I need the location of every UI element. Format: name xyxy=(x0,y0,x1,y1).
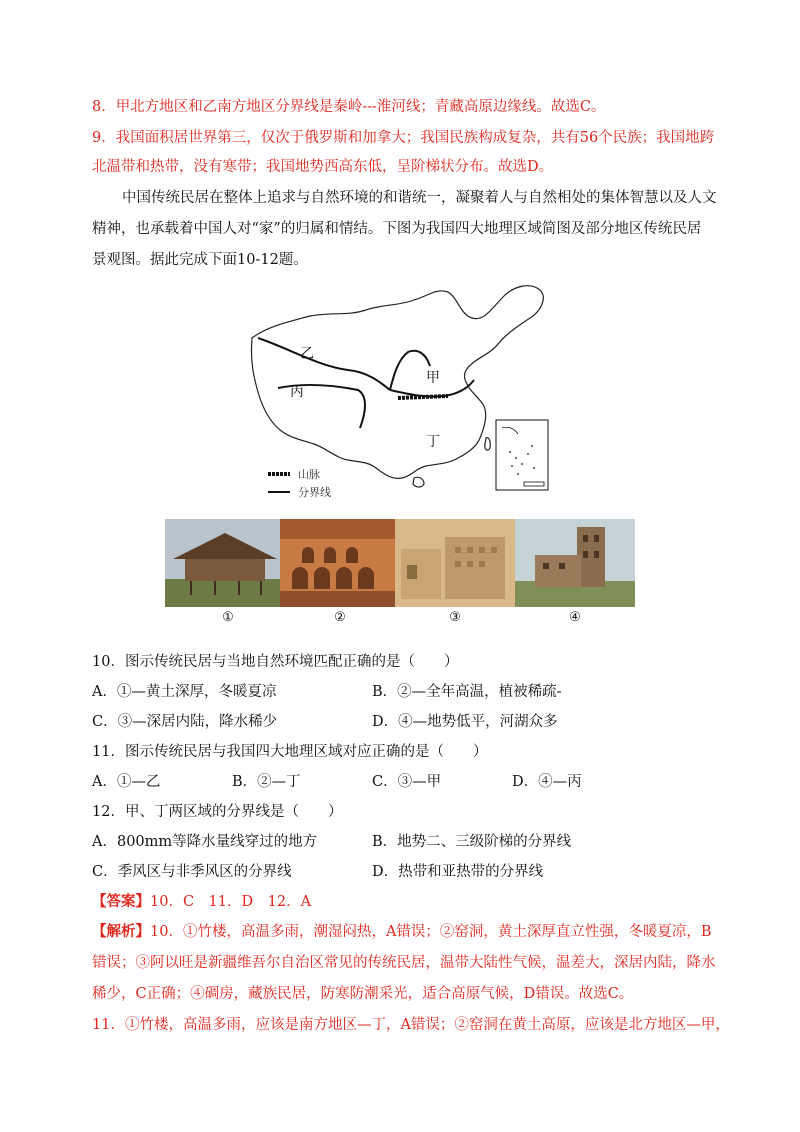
region-label-bing: 丙 xyxy=(290,385,304,400)
q11-option-b: B．②—丁 xyxy=(232,774,301,790)
q12-stem: 12．甲、丁两区域的分界线是（ ） xyxy=(92,804,343,820)
photo-aywan-house xyxy=(395,519,515,607)
china-outline xyxy=(251,286,543,479)
analysis-text-line1: 10．①竹楼，高温多雨，潮湿闷热，A错误；②窑洞，黄土深厚直立性强，冬暖夏凉，B xyxy=(150,924,712,940)
q10-option-c: C．③—深居内陆，降水稀少 xyxy=(92,714,278,730)
q11-option-a: A．①—乙 xyxy=(92,774,161,790)
photo-caption-2: ② xyxy=(334,610,346,625)
q12-option-b: B．地势二、三级阶梯的分界线 xyxy=(372,834,572,850)
region-label-ding: 丁 xyxy=(426,435,440,450)
answer-tag: 【答案】 xyxy=(92,893,150,910)
region-label-jia: 甲 xyxy=(426,371,440,386)
analysis-text-line2: 错误；③阿以旺是新疆维吾尔自治区常见的传统民居，温带大陆性气候，温差大，深居内陆，降水 xyxy=(92,955,716,971)
answer-9-text-line2: 北温带和热带，没有寒带；我国地势西高东低，呈阶梯状分布。故选D。 xyxy=(92,159,554,175)
q12-option-a: A．800mm等降水量线穿过的地方 xyxy=(92,834,318,850)
q10-option-b: B．②—全年高温，植被稀疏- xyxy=(372,684,562,700)
photo-caption-1: ① xyxy=(222,610,234,625)
answer-line xyxy=(92,892,311,912)
legend-mountain-label: 山脉 xyxy=(298,469,320,481)
q11-option-c: C．③—甲 xyxy=(372,774,442,790)
analysis-text-line3: 稀少，C正确；④碉房，藏族民居，防寒防潮采光，适合高原气候，D错误。故选C。 xyxy=(92,986,634,1002)
q12-option-c: C．季风区与非季风区的分界线 xyxy=(92,864,292,880)
mountain-symbol xyxy=(398,396,448,398)
answer-text: 10．C 11．D 12．A xyxy=(150,894,312,910)
q10-stem: 10．图示传统民居与当地自然环境匹配正确的是（ ） xyxy=(92,654,459,670)
q11-option-d: D．④—丙 xyxy=(512,774,582,790)
analysis-line1 xyxy=(92,922,712,942)
intro-line3: 景观图。据此完成下面10-12题。 xyxy=(92,252,308,268)
q12-option-d: D．热带和亚热带的分界线 xyxy=(372,864,544,880)
photo-stone-tower-house xyxy=(515,519,635,607)
boundary-line-north xyxy=(258,338,390,390)
intro-line2: 精神，也承载着中国人对“家”的归属和情结。下图为我国四大地理区域简图及部分地区传统民居 xyxy=(92,221,702,237)
answer-8-text: 8．甲北方地区和乙南方地区分界线是秦岭---淮河线；青藏高原边缘线。故选C。 xyxy=(92,99,606,115)
q11-stem: 11．图示传统民居与我国四大地理区域对应正确的是（ ） xyxy=(92,744,488,760)
legend-boundary-label: 分界线 xyxy=(298,487,331,499)
answer-9-text-line1: 9．我国面积居世界第三，仅次于俄罗斯和加拿大；我国民族构成复杂，共有56个民族；我国地跨 xyxy=(92,130,715,146)
intro-line1: 中国传统民居在整体上追求与自然环境的和谐统一，凝聚着人与自然相处的集体智慧以及人文 xyxy=(122,190,717,206)
hainan-island xyxy=(413,477,424,487)
photo-cave-dwelling xyxy=(280,519,395,607)
china-regions-map xyxy=(248,278,568,518)
photo-caption-3: ③ xyxy=(449,610,461,625)
taiwan-island xyxy=(485,438,490,450)
q10-option-a: A．①—黄土深厚，冬暖夏凉 xyxy=(92,684,277,700)
region-label-yi: 乙 xyxy=(300,347,314,362)
analysis-tag: 【解析】 xyxy=(92,923,150,940)
analysis-text-line4: 11．①竹楼，高温多雨，应该是南方地区—丁，A错误；②窑洞在黄土高原，应该是北方地区—甲， xyxy=(92,1017,730,1033)
boundary-line-loess xyxy=(390,351,430,390)
photo-bamboo-house xyxy=(165,519,280,607)
photo-caption-4: ④ xyxy=(569,610,581,625)
q10-option-d: D．④—地势低平，河湖众多 xyxy=(372,714,558,730)
south-china-sea-inset xyxy=(496,420,548,490)
map-legend xyxy=(268,468,331,499)
